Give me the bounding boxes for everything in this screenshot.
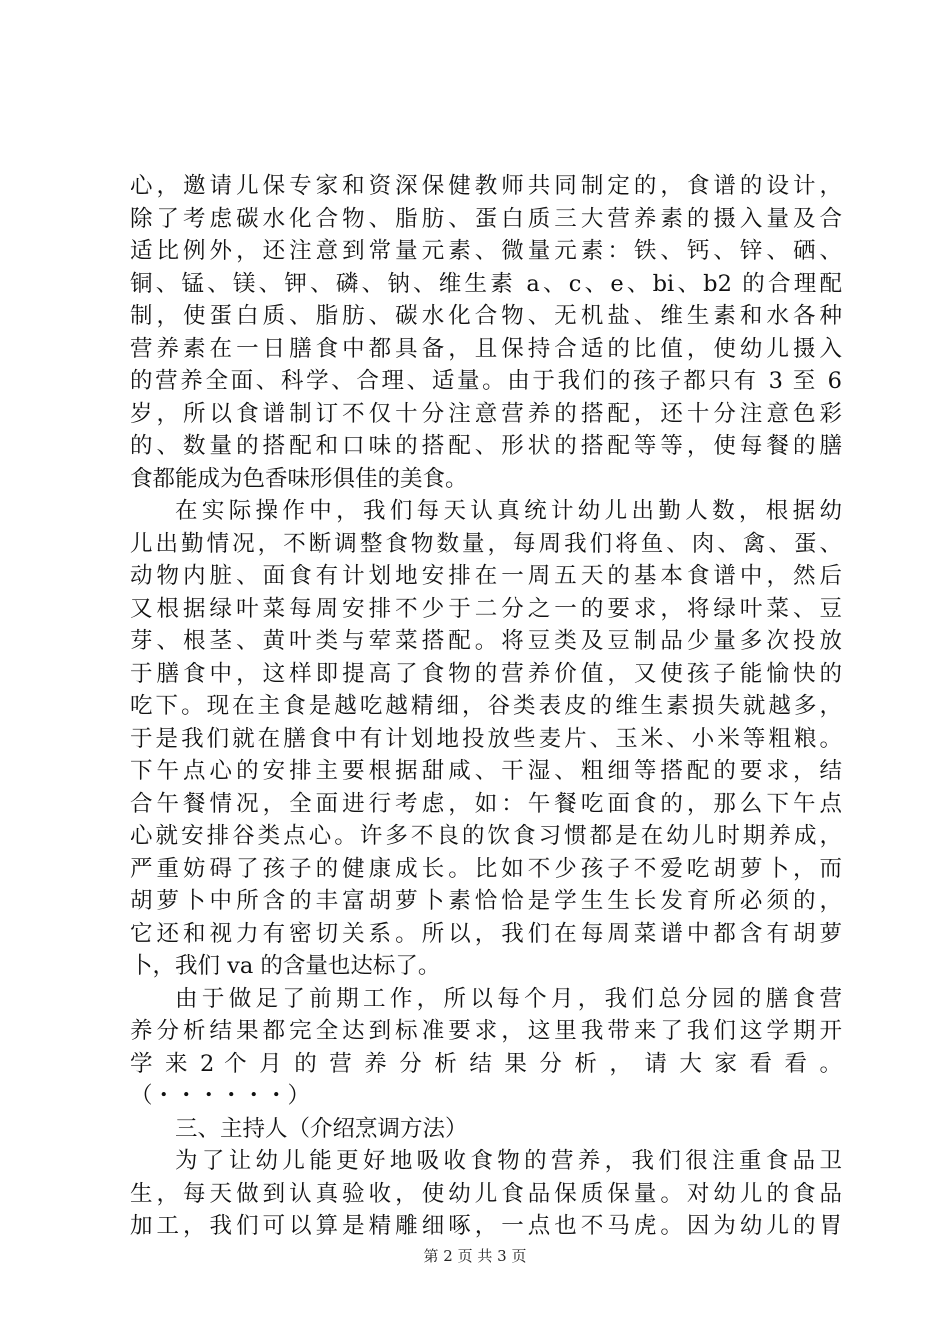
text-line: 它还和视力有密切关系。所以，我们在每周菜谱中都含有胡萝	[130, 920, 842, 947]
text-line: 又根据绿叶菜每周安排不少于二分之一的要求，将绿叶菜、豆	[130, 595, 842, 622]
text-line: 胡萝卜中所含的丰富胡萝卜素恰恰是学生生长发育所必须的，	[130, 888, 842, 914]
text-line: 生，每天做到认真验收，使幼儿食品保质保量。对幼儿的食品	[130, 1180, 842, 1207]
text-line: 的营养全面、科学、合理、适量。由于我们的孩子都只有 3 至 6	[130, 368, 842, 394]
text-line: 养分析结果都完全达到标准要求，这里我带来了我们这学期开	[130, 1018, 842, 1044]
document-body	[130, 170, 842, 1243]
text-line: 合午餐情况，全面进行考虑，如：午餐吃面食的，那么下午点	[130, 790, 842, 817]
text-line: 心就安排谷类点心。许多不良的饮食习惯都是在幼儿时期养成，	[130, 823, 842, 849]
text-line: 制，使蛋白质、脂肪、碳水化合物、无机盐、维生素和水各种	[130, 303, 842, 329]
text-line: 吃下。现在主食是越吃越精细，谷类表皮的维生素损失就越多，	[130, 693, 842, 719]
text-line: 芽、根茎、黄叶类与荤菜搭配。将豆类及豆制品少量多次投放	[130, 628, 842, 654]
text-line: 儿出勤情况，不断调整食物数量，每周我们将鱼、肉、禽、蛋、	[130, 530, 842, 557]
text-line: 于膳食中，这样即提高了食物的营养价值，又使孩子能愉快的	[130, 660, 842, 687]
text-line: 加工，我们可以算是精雕细啄，一点也不马虎。因为幼儿的胃	[130, 1213, 842, 1239]
text-line: 铜、锰、镁、钾、磷、钠、维生素 a、c、e、bi、b2 的合理配	[130, 270, 842, 297]
page-number-label: 第 2 页 共 3 页	[423, 1247, 527, 1265]
text-line: 营养素在一日膳食中都具备，且保持合适的比值，使幼儿摄入	[130, 335, 842, 362]
text-line: 心，邀请儿保专家和资深保健教师共同制定的，食谱的设计，	[130, 173, 842, 199]
text-line: 学 来 2 个 月 的 营 养 分 析 结 果 分 析 ， 请 大 家 看 看 。	[130, 1050, 842, 1077]
text-line: 适比例外，还注意到常量元素、微量元素：铁、钙、锌、硒、	[130, 238, 842, 264]
text-line: 三、主持人（介绍烹调方法）	[175, 1115, 468, 1142]
text-line: 为了让幼儿能更好地吸收食物的营养，我们很注重食品卫	[175, 1148, 842, 1174]
text-line: 岁，所以食谱制订不仅十分注意营养的搭配，还十分注意色彩	[130, 400, 842, 427]
text-line: （・・・・・・）	[130, 1083, 311, 1109]
text-line: 严重妨碍了孩子的健康成长。比如不少孩子不爱吃胡萝卜，而	[130, 855, 842, 882]
text-line: 在实际操作中，我们每天认真统计幼儿出勤人数，根据幼	[175, 498, 842, 524]
page-footer	[0, 1245, 950, 1266]
text-line: 的、数量的搭配和口味的搭配、形状的搭配等等，使每餐的膳	[130, 433, 842, 459]
text-line: 除了考虑碳水化合物、脂肪、蛋白质三大营养素的摄入量及合	[130, 205, 842, 232]
text-line: 卜，我们 va 的含量也达标了。	[130, 953, 441, 979]
text-line: 下午点心的安排主要根据甜咸、干湿、粗细等搭配的要求，结	[130, 758, 842, 784]
text-line: 由于做足了前期工作，所以每个月，我们总分园的膳食营	[175, 985, 842, 1012]
text-line: 食都能成为色香味形俱佳的美食。	[130, 465, 468, 492]
text-line: 于是我们就在膳食中有计划地投放些麦片、玉米、小米等粗粮。	[130, 725, 842, 752]
text-line: 动物内脏、面食有计划地安排在一周五天的基本食谱中，然后	[130, 563, 842, 589]
